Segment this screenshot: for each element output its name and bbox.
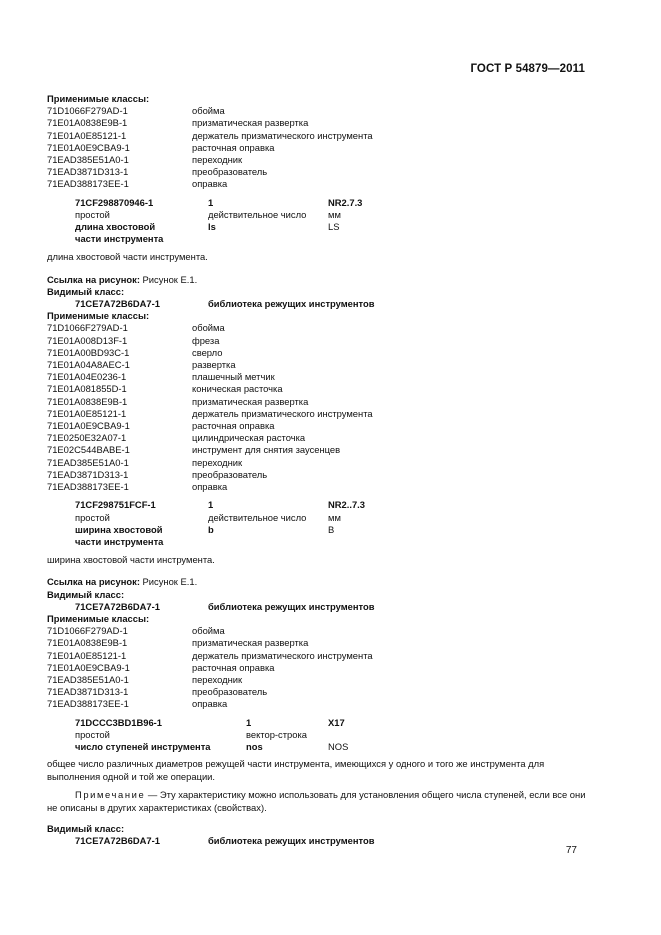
list-item	[47, 142, 587, 154]
class-code: 71EAD385E51A0-1	[47, 673, 129, 685]
list-item	[47, 637, 587, 649]
list-item	[47, 371, 587, 383]
class-code: 71E02C544BABE-1	[47, 444, 130, 456]
list-item	[47, 625, 587, 637]
list-item	[47, 154, 587, 166]
class-name: держатель призматического инструмента	[192, 649, 373, 661]
property-code: 71DCCC3BD1B96-1	[75, 716, 163, 728]
list-item	[47, 178, 587, 190]
document-body	[47, 93, 587, 847]
list-item	[47, 117, 587, 129]
list-item	[47, 322, 587, 334]
list-item	[47, 396, 587, 408]
list-item	[47, 347, 587, 359]
class-name: обойма	[192, 105, 225, 117]
class-code: 71E01A0E9CBA9-1	[47, 420, 130, 432]
class-code: 71EAD3871D313-1	[47, 468, 129, 480]
property-block	[47, 499, 587, 548]
class-name: преобразователь	[192, 166, 268, 178]
applicable-classes-heading: Применимые классы:	[47, 612, 150, 624]
list-item	[47, 650, 587, 662]
class-name: сверло	[192, 346, 223, 358]
property-type: простой	[75, 511, 110, 523]
class-name: оправка	[192, 481, 228, 493]
class-name: обойма	[192, 625, 225, 637]
property-version: 1	[208, 499, 214, 511]
visible-class: 71CE7A72B6DA7-1 библиотека режущих инструментов	[75, 600, 375, 612]
class-code: 71E01A0E85121-1	[47, 407, 127, 419]
property-description: общее число различных диаметров режущей части инструмента, имеющихся у одного и того же инструмента для выполнения одной и той же операции.	[47, 758, 545, 782]
figure-reference: Ссылка на рисунок: Рисунок Е.1.	[47, 273, 198, 285]
class-code: 71EAD385E51A0-1	[47, 154, 129, 166]
list-item	[47, 383, 587, 395]
class-name: призматическая развертка	[192, 395, 309, 407]
property-block	[47, 197, 587, 246]
standard-header: ГОСТ Р 54879—2011	[470, 63, 585, 75]
list-item	[47, 662, 587, 674]
property-name: длина хвостовой	[75, 221, 156, 233]
class-code: 71D1066F279AD-1	[47, 625, 128, 637]
page-number: 77	[565, 845, 577, 856]
class-code: 71E01A0E9CBA9-1	[47, 141, 130, 153]
list-item	[47, 420, 587, 432]
property-short-code: B	[328, 523, 335, 535]
property-name-cont: части инструмента	[75, 233, 164, 245]
property-symbol: nos	[246, 740, 263, 752]
class-code: 71E01A0838E9B-1	[47, 117, 128, 129]
property-description: ширина хвостовой части инструмента.	[47, 554, 215, 566]
property-datatype: действительное число	[208, 511, 307, 523]
class-name: обойма	[192, 322, 225, 334]
class-code: 71EAD3871D313-1	[47, 166, 129, 178]
class-code: 71EAD385E51A0-1	[47, 456, 129, 468]
property-short-code: LS	[328, 221, 340, 233]
class-code: 71E01A0E85121-1	[47, 129, 127, 141]
class-name: расточная оправка	[192, 420, 275, 432]
property-ref: NR2..7.3	[328, 499, 365, 511]
visible-class: 71CE7A72B6DA7-1 библиотека режущих инструментов	[75, 298, 375, 310]
class-name: развертка	[192, 359, 236, 371]
class-list	[47, 322, 587, 493]
class-code: 71D1066F279AD-1	[47, 105, 128, 117]
class-code: 71E01A0838E9B-1	[47, 637, 128, 649]
class-code: 71EAD3871D313-1	[47, 686, 129, 698]
property-type: простой	[75, 208, 110, 220]
visible-class-heading: Видимый класс:	[47, 588, 125, 600]
property-name-cont: части инструмента	[75, 535, 164, 547]
class-code: 71E01A0E9CBA9-1	[47, 661, 130, 673]
list-item	[47, 432, 587, 444]
list-item	[47, 457, 587, 469]
class-name: переходник	[192, 456, 243, 468]
property-code: 71CF298870946-1	[75, 196, 154, 208]
class-name: переходник	[192, 154, 243, 166]
list-item	[47, 444, 587, 456]
class-name: расточная оправка	[192, 141, 275, 153]
class-name: цилиндрическая расточка	[192, 432, 306, 444]
property-unit: мм	[328, 511, 341, 523]
class-list	[47, 105, 587, 190]
class-name: коническая расточка	[192, 383, 283, 395]
class-name: фреза	[192, 334, 220, 346]
class-name: держатель призматического инструмента	[192, 129, 373, 141]
property-unit: мм	[328, 208, 341, 220]
class-name: инструмент для снятия заусенцев	[192, 444, 341, 456]
class-name: призматическая развертка	[192, 117, 309, 129]
class-name: расточная оправка	[192, 661, 275, 673]
note-label: Примечание	[75, 789, 146, 801]
list-item	[47, 105, 587, 117]
list-item	[47, 166, 587, 178]
note-paragraph	[47, 789, 587, 814]
class-name: переходник	[192, 673, 243, 685]
list-item	[47, 674, 587, 686]
class-code: 71E0250E32A07-1	[47, 432, 127, 444]
class-code: 71E01A008D13F-1	[47, 334, 128, 346]
property-symbol: b	[208, 523, 214, 535]
visible-class-heading: Видимый класс:	[47, 285, 125, 297]
property-ref: X17	[328, 716, 345, 728]
class-name: оправка	[192, 178, 228, 190]
class-name: держатель призматического инструмента	[192, 407, 373, 419]
class-code: 71E01A00BD93C-1	[47, 346, 130, 358]
class-list	[47, 625, 587, 710]
property-datatype: действительное число	[208, 208, 307, 220]
class-name: оправка	[192, 698, 228, 710]
class-code: 71E01A04A8AEC-1	[47, 359, 130, 371]
list-item	[47, 698, 587, 710]
class-name: призматическая развертка	[192, 637, 309, 649]
class-name: преобразователь	[192, 686, 268, 698]
list-item	[47, 335, 587, 347]
list-item	[47, 686, 587, 698]
property-block	[47, 717, 587, 754]
list-item	[47, 481, 587, 493]
list-item	[47, 130, 587, 142]
class-code: 71EAD388173EE-1	[47, 698, 129, 710]
property-ref: NR2.7.3	[328, 196, 363, 208]
class-code: 71D1066F279AD-1	[47, 322, 128, 334]
class-code: 71E01A0838E9B-1	[47, 395, 128, 407]
list-item	[47, 469, 587, 481]
list-item	[47, 359, 587, 371]
list-item	[47, 408, 587, 420]
note-text: — Эту характеристику можно использовать для установления общего числа ступеней, если все они не описаны в других характеристиках (свойствах).	[47, 789, 586, 813]
property-datatype: вектор-строка	[246, 728, 307, 740]
property-description: длина хвостовой части инструмента.	[47, 251, 208, 263]
class-name: плашечный метчик	[192, 371, 275, 383]
property-name: ширина хвостовой	[75, 523, 163, 535]
class-code: 71EAD388173EE-1	[47, 178, 129, 190]
property-name: число ступеней инструмента	[75, 740, 211, 752]
visible-class-heading: Видимый класс:	[47, 822, 125, 834]
property-code: 71CF298751FCF-1	[75, 499, 156, 511]
visible-class: 71CE7A72B6DA7-1 библиотека режущих инструментов	[75, 834, 375, 846]
class-name: преобразователь	[192, 468, 268, 480]
property-version: 1	[208, 196, 214, 208]
figure-reference: Ссылка на рисунок: Рисунок Е.1.	[47, 576, 198, 588]
class-code: 71E01A081855D-1	[47, 383, 127, 395]
property-short-code: NOS	[328, 740, 349, 752]
property-symbol: ls	[208, 221, 216, 233]
class-code: 71E01A0E85121-1	[47, 649, 127, 661]
class-code: 71EAD388173EE-1	[47, 481, 129, 493]
applicable-classes-heading: Применимые классы:	[47, 93, 150, 104]
applicable-classes-heading: Применимые классы:	[47, 310, 150, 322]
property-version: 1	[246, 716, 252, 728]
property-type: простой	[75, 728, 110, 740]
class-code: 71E01A04E0236-1	[47, 371, 127, 383]
